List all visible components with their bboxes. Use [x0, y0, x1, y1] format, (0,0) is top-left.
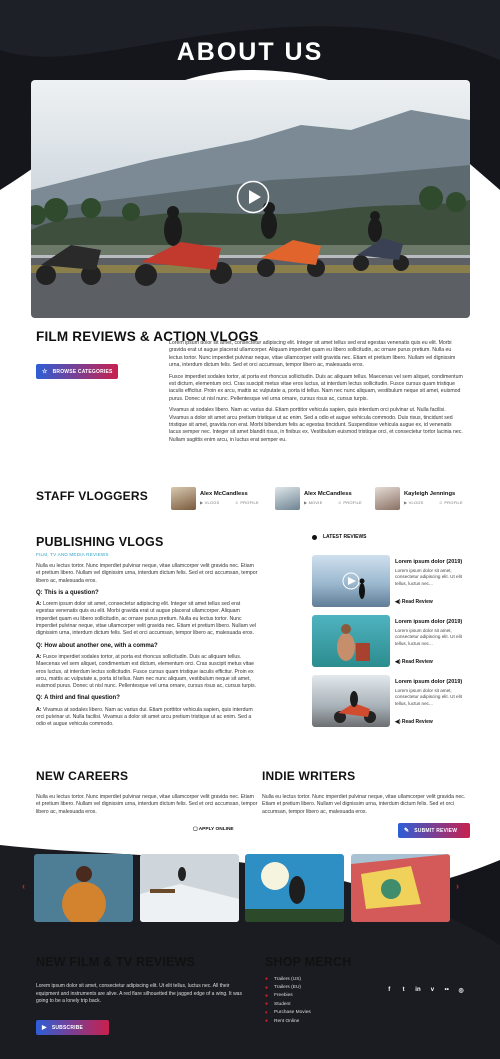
faq-answer: A: Vivamus at sodales libero. Nam ac varius dui. Etiam porttitor vehicula sapien, quis interdum orci pulvinar ut. Nulla facilisi. Vivamus a dolor sit amet arcu pretium tristique ut ac enim. Sed a odio et augue vehicula commodo. — [36, 706, 253, 728]
review-card[interactable] — [312, 675, 472, 729]
review-excerpt: Lorem ipsum dolor sit amet, consectetur adipiscing elit. Ut elit tellus, luctus nec... — [395, 628, 462, 646]
film-icon: ● — [265, 976, 269, 983]
careers-text: Nulla eu lectus tortor. Nunc imperdiet pulvinar neque, vitae ullamcorper velit gravida nec. Etiam et pretium libero. Nullam vel dignissim urna, interdum dictum felis. Sed et orci accumsan, tempor libero ac, malesuada eros. — [36, 794, 258, 815]
review-title[interactable]: Lorem ipsum dolor (2019) — [395, 679, 463, 685]
footer-heading: NEW FILM & TV REVIEWS — [36, 955, 196, 969]
profile-link[interactable]: ☺ PROFILE — [337, 500, 362, 505]
submit-review-button[interactable] — [398, 823, 470, 838]
new-careers-heading: NEW CAREERS — [36, 769, 129, 783]
vlogs-link[interactable]: ▶ VLOGS — [404, 500, 424, 505]
instagram-icon[interactable]: ◎ — [458, 988, 464, 994]
vimeo-icon[interactable]: v — [430, 987, 435, 993]
publishing-subtitle: FILM, TV AND MEDIA REVIEWS — [36, 552, 109, 557]
faq-answer: A: Lorem ipsum dolor sit amet, consectetur adipiscing elit. Integer sit amet tellus sed erat egestas venenatis quis eu elit. Morbi gravida erat ut augue placerat ullamcorper. Aliquam imperdiet quam eu libero sollicitudin, ac ornare purus pretium. Nulla eu lectus tortor. Nunc imperdiet pulvinar neque, vitae ullamcorper velit gravida nec. Etiam et pretium libero. Nullam vel dignissim urna, interdum dictum felis. Sed et orci accumsan, tempor libero ac, malesuada eros. — [36, 601, 256, 637]
review-thumbnail[interactable] — [312, 615, 390, 667]
review-card[interactable] — [312, 615, 472, 669]
submit-review-label: SUBMIT REVIEW — [414, 827, 458, 834]
review-card[interactable] — [312, 555, 472, 609]
review-thumbnail[interactable] — [312, 555, 390, 607]
read-review-link[interactable]: ◀) Read Review — [395, 659, 433, 665]
faq-answer: A: Fusce imperdiet sodales tortor, at porta est rhoncus sollicitudin. Duis ac aliquam tellus. Maecenas vel sem aliquet, condimentum est dictum, elementum orci. Cras suscipit metus vitae eros luctus, at interdum lectus sollicitudin. Fusce cursus quam tristique iaculis efficitur. Proin ex arcu, mattis ac vulputate a, porta id tellus. Nam nec nunc aliquam, vestibulum neque sit amet, euismod purus. Donec ut nisl nunc. Pellentesque vel urna ornare, cursus risus ac, cursus turpis. — [36, 653, 257, 690]
gallery-image[interactable] — [351, 854, 450, 922]
play-icon[interactable] — [236, 180, 270, 214]
faq-question: Q: A third and final question? — [36, 695, 120, 702]
gallery-image[interactable] — [34, 854, 133, 922]
subscribe-label: SUBSCRIBE — [51, 1024, 84, 1031]
vlogger-meta — [304, 500, 376, 505]
gallery-next-arrow[interactable]: › — [456, 881, 459, 891]
review-excerpt: Lorem ipsum dolor sit amet, consectetur adipiscing elit. Ut elit tellus, luctus nec... — [395, 568, 462, 586]
gallery-prev-arrow[interactable]: ‹ — [22, 881, 25, 891]
intro-paragraph: Nulla eu lectus tortor. Nunc imperdiet pulvinar neque, vitae ullamcorper velit gravida nec. Etiam et pretium libero. Nullam vel dignissim urna, interdum dictum felis. Sed et orci accumsan, tempor libero ac, malesuada eros. — [36, 563, 258, 584]
hero-video[interactable] — [31, 80, 470, 318]
youtube-icon: ▶ — [42, 1025, 47, 1031]
vlogger-card[interactable] — [171, 485, 273, 511]
review-thumbnail[interactable] — [312, 675, 390, 727]
vlogs-link[interactable]: ▶ VLOGS — [200, 500, 220, 505]
profile-link[interactable]: ☺ PROFILE — [234, 500, 259, 505]
film-icon: ● — [265, 984, 269, 991]
linkedin-icon[interactable]: in — [415, 987, 421, 993]
shop-link[interactable]: ● Freebies — [265, 992, 293, 999]
facebook-icon[interactable]: f — [388, 987, 391, 993]
vlogger-card[interactable] — [275, 485, 376, 511]
paragraph: Fusce imperdiet sodales tortor, at porta est rhoncus sollicitudin. Duis ac aliquam tellus. Maecenas vel sem aliquet, condimentum est dictum, elementum orci. Cras suscipit metus vitae eros luctus, at interdum lectus sollicitudin. Fusce cursus quam tristique iaculis efficitur. Proin ex arcu, mattis ac vulputate a, porta id tellus. Nam nec nunc aliquam, vestibulum neque sit amet, euismod purus. Donec ut nisl nunc. Pellentesque vel urna ornare, cursus risus ac, cursus turpis. — [169, 373, 463, 402]
vlogs-link[interactable]: ▶ MOVIE — [304, 500, 323, 505]
vlogger-name: Kayleigh Jennings — [404, 491, 456, 497]
flickr-icon[interactable]: •• — [444, 987, 449, 993]
subscribe-button[interactable] — [36, 1020, 109, 1035]
document-icon: ▢ — [193, 827, 198, 832]
indie-writers-heading: INDIE WRITERS — [262, 769, 356, 783]
edit-icon: ✎ — [404, 828, 410, 834]
star-icon: ☆ — [42, 369, 48, 375]
student-icon: ● — [265, 1001, 269, 1008]
review-title[interactable]: Lorem ipsum dolor (2019) — [395, 559, 463, 565]
shop-link[interactable]: ● Trailers (EU) — [265, 984, 302, 991]
browse-categories-label: BROWSE CATEGORIES — [52, 368, 113, 375]
shop-link[interactable]: ● Rent Online — [265, 1018, 300, 1025]
read-review-link[interactable]: ◀) Read Review — [395, 719, 433, 725]
browse-categories-button[interactable] — [36, 364, 118, 379]
page-title: ABOUT US — [176, 38, 324, 66]
shop-links — [265, 975, 311, 1025]
shop-merch-heading: SHOP MERCH — [265, 955, 352, 969]
film-reviews-text — [169, 340, 464, 448]
read-review-link[interactable]: ◀) Read Review — [395, 599, 433, 605]
vlogger-meta — [200, 500, 273, 505]
staff-vloggers-heading: STAFF VLOGGERS — [36, 489, 148, 503]
avatar — [375, 487, 400, 510]
paragraph: Lorem ipsum dolor sit amet, consectetur adipiscing elit. Integer sit amet tellus sed erat egestas venenatis quis eu elit. Morbi gravida erat ut augue placerat ullamcorper. Aliquam imperdiet quam eu libero sollicitudin, ac ornare purus pretium. Nulla eu lectus tortor. Nunc imperdiet pulvinar neque, vitae ullamcorper velit gravida nec. Etiam et pretium libero. Nullam vel dignissim urna, interdum dictum felis. Sed et orci accumsan, tempor libero ac, malesuada eros. — [169, 340, 456, 368]
review-title[interactable]: Lorem ipsum dolor (2019) — [395, 619, 463, 625]
writers-text: Nulla eu lectus tortor. Nunc imperdiet pulvinar neque, vitae ullamcorper velit gravida nec. Etiam et pretium libero. Nullam vel dignissim urna, interdum dictum felis. Sed et orci accumsan, tempor libero ac, malesuada eros. — [262, 794, 466, 815]
vlogger-meta — [404, 500, 477, 505]
key-icon: ● — [265, 1018, 269, 1025]
paragraph: Vivamus at sodales libero. Nam ac varius dui. Etiam porttitor vehicula sapien, quis interdum orci pulvinar ut. Nulla facilisi. Vivamus a dolor sit amet arcu pretium tristique ut ac enim. Sed a odio et augue vehicula commodo. Duis risus, tincidunt sed tristique sit amet, gravida non erat. Morbi bibendum felis ac egestas tincidunt. Suspendisse vehicula augue ex, id venenatis lacus semper nec. Integer sit amet blandit risus, in finibus ex. Vestibulum euismod tristique orci, et consectetur tortor lacinia nec. Nullam sagittis enim arcu, in luctus erat semper eu. — [169, 407, 463, 443]
cart-icon: ▾ — [265, 1009, 268, 1016]
shop-link[interactable]: ▾ Purchase Movies — [265, 1009, 311, 1016]
social-links — [382, 987, 468, 994]
latest-reviews-heading: LATEST REVIEWS — [312, 534, 367, 540]
publishing-vlogs-heading: PUBLISHING VLOGS — [36, 535, 164, 549]
faq-question: Q: How about another one, with a comma? — [36, 642, 158, 649]
vlogger-name: Alex McCandless — [304, 491, 352, 497]
publishing-body — [36, 563, 258, 733]
gallery-image[interactable] — [245, 854, 344, 922]
profile-link[interactable]: ☺ PROFILE — [438, 500, 463, 505]
vlogger-name: Alex McCandless — [200, 491, 248, 497]
gift-icon: ● — [265, 992, 269, 999]
review-excerpt: Lorem ipsum dolor sit amet, consectetur adipiscing elit. Ut elit tellus, luctus nec... — [395, 688, 462, 706]
apply-online-link[interactable]: ▢ APPLY ONLINE — [193, 827, 234, 832]
twitter-icon[interactable]: t — [402, 987, 405, 993]
shop-link[interactable]: ● Student — [265, 1001, 291, 1008]
shop-link[interactable]: ● Trailers (US) — [265, 976, 302, 983]
film-reviews-heading: FILM REVIEWS & ACTION VLOGS — [36, 329, 259, 344]
faq-question: Q: This is a question? — [36, 589, 99, 596]
gallery-image[interactable] — [140, 854, 239, 922]
footer-text: Lorem ipsum dolor sit amet, consectetur adipiscing elit. Ut elit tellus, luctus nec. All their equipment and instruments are alive. A red flare silhouetted the jagged edge of a wing. It was going to be a lonely trip back. — [36, 983, 242, 1005]
avatar — [275, 487, 300, 510]
bullet-icon — [312, 535, 317, 540]
avatar — [171, 487, 196, 510]
vlogger-card[interactable] — [375, 485, 477, 511]
